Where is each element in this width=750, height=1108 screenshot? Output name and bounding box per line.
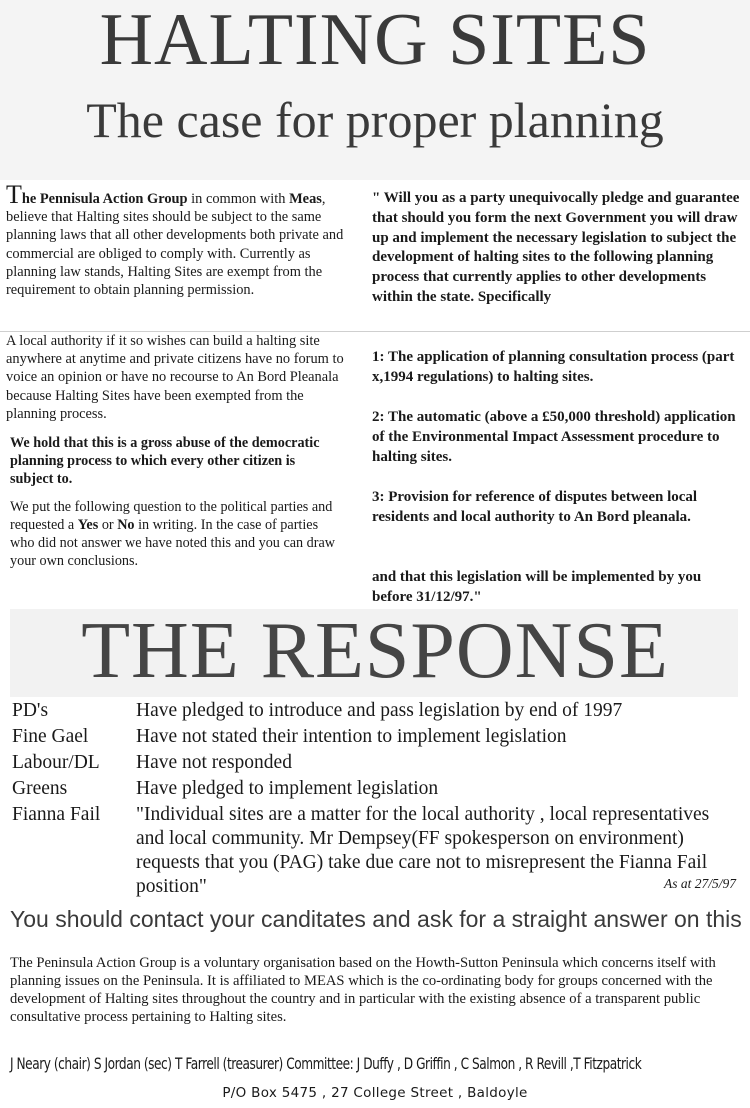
drop-cap: T — [6, 180, 22, 209]
no-word: No — [117, 517, 135, 533]
party-statement: Have not responded — [136, 752, 292, 773]
or-word: or — [98, 517, 118, 533]
party-statement: Have pledged to introduce and pass legislation by end of 1997 — [136, 700, 623, 721]
page-title: HALTING SITES — [99, 0, 651, 81]
question-intro-rest: in writing. In the case of parties who did not answer we have noted this and you can draw your own conclusions. — [10, 517, 336, 569]
party-name: Fianna Fail — [12, 804, 101, 825]
pledge-closing: and that this legislation will be implemented by you before 31/12/97." — [372, 569, 702, 605]
contact-call-to-action: You should contact your canditates and ask for a straight answer on this — [10, 906, 742, 932]
abuse-statement: We hold that this is a gross abuse of the democratic planning process to which every other citizen is subject to. — [10, 435, 320, 487]
intro-paragraph — [6, 180, 350, 299]
party-statement: Have not stated their intention to implement legislation — [136, 726, 567, 747]
party-name: Greens — [12, 778, 68, 799]
intro-text-mid: in common with — [187, 191, 290, 207]
committee-list: J Neary (chair) S Jordan (sec) T Farrell (treasurer) Committee: J Duffy , D Griffin , C Salmon , R Revill ,T Fitzpatrick — [10, 1054, 642, 1073]
yes-word: Yes — [77, 517, 99, 533]
pledge-question: " Will you as a party unequivocally pledge and guarantee that should you form the next Government you will draw up and implement the necessary legislation to subject the development of halting sites to the following planning process that currently applies to other developments within the state. Specifically — [372, 190, 740, 305]
about-paragraph: The Peninsula Action Group is a voluntary organisation based on the Howth-Sutton Peninsula which concerns itself with planning issues on the Peninsula. It is affiliated to MEAS which is the co-ordinating body for groups concerned with the development of Halting sites throughout the country and in particular with the existing absence of a transparent public consultative process pertaining to Halting sites. — [10, 955, 716, 1026]
point-2: 2: The automatic (above a £50,000 threshold) application of the Environmental Impact Assessment procedure to halting sites. — [372, 409, 736, 465]
response-heading: THE RESPONSE — [81, 607, 669, 695]
party-name: PD's — [12, 700, 49, 721]
postal-address: P/O Box 5475 , 27 College Street , Baldoyle — [222, 1085, 528, 1101]
meas-name: Meas — [289, 191, 322, 207]
intro-text-rest: , believe that Halting sites should be subject to the same planning laws that all other developments both private and commercial are obliged to comply with. Currently as planning law stands, Halting Sites are exempt from the requirement to obtain planning permission. — [6, 191, 344, 299]
page-subtitle: The case for proper planning — [86, 92, 664, 148]
party-statement: Have pledged to implement legislation — [136, 778, 439, 799]
point-3: 3: Provision for reference of disputes between local residents and local authority to An Bord pleanala. — [372, 489, 698, 525]
group-name: he Pennisula Action Group — [21, 191, 188, 207]
question-intro-text: We put the following question to the political parties and requested a — [10, 499, 333, 533]
party-name: Labour/DL — [12, 752, 100, 773]
party-statement: "Individual sites are a matter for the local authority , local representatives and local community. Mr Dempsey(FF spokesperson on environment) requests that you (PAG) take due care not to misrepresent the Fianna Fail position" — [136, 804, 710, 897]
question-intro-paragraph — [10, 498, 346, 570]
local-authority-paragraph: A local authority if it so wishes can build a halting site anywhere at anytime and private citizens have no forum to voice an opinion or have no recourse to An Bord Pleanala because Halting Sites have been exempted from the planning process. — [6, 333, 344, 422]
party-name: Fine Gael — [12, 726, 89, 747]
as-at-date: As at 27/5/97 — [663, 876, 736, 891]
point-1: 1: The application of planning consultation process (part x,1994 regulations) to halting sites. — [372, 349, 735, 385]
